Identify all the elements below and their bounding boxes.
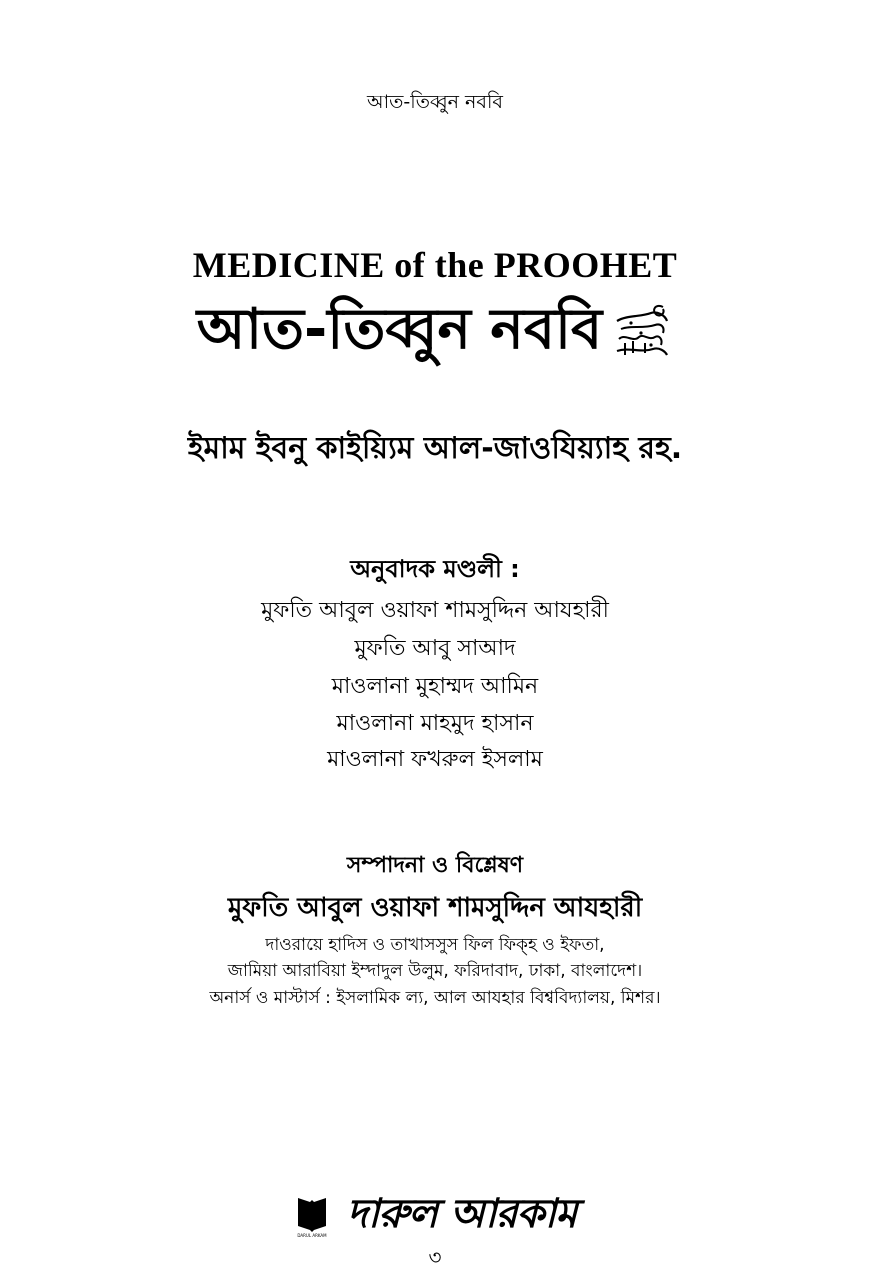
editor-heading: সম্পাদনা ও বিশ্লেষণ [346, 853, 524, 878]
editor-credential: জামিয়া আরাবিয়া ইম্দাদুল উলুম, ফরিদাবাদ, ঢাকা, বাংলাদেশ। [227, 961, 643, 981]
translator-name: মাওলানা ফখরুল ইসলাম [327, 747, 543, 772]
running-head: আত-তিব্বুন নববি [367, 91, 503, 113]
publisher-block [0, 1182, 870, 1238]
book-icon [294, 1194, 330, 1238]
title-bengali-block [0, 290, 870, 370]
editor-credential: দাওরায়ে হাদিস ও তাখাসসুস ফিল ফিক্হ ও ইফতা, [265, 935, 605, 955]
translator-name: মাওলানা মুহাম্মদ আমিন [331, 674, 539, 699]
editor-name: মুফতি আবুল ওয়াফা শামসুদ্দিন আযহারী [227, 893, 643, 923]
publisher-name: দারুল আরকাম [346, 1191, 577, 1237]
translator-name: মুফতি আবুল ওয়াফা শামসুদ্দিন আযহারী [261, 598, 609, 623]
translators-heading: অনুবাদক মণ্ডলী : [350, 555, 520, 583]
translator-name: মাওলানা মাহমুদ হাসান [336, 711, 534, 736]
author-name: ইমাম ইবনু কাইয়্যিম আল-জাওযিয়্যাহ রহ. [187, 431, 683, 466]
page-number: ৩ [428, 1245, 442, 1269]
svg-text:DARUL ARKAM: DARUL ARKAM [297, 1232, 327, 1238]
title-english: MEDICINE of the PROOHET [192, 245, 678, 285]
translator-name: মুফতি আবু সাআদ [354, 636, 516, 661]
honorific-calligraphy-icon [611, 299, 673, 361]
title-bengali: আত-তিব্বুন নববি [196, 297, 603, 362]
editor-credential: অনার্স ও মাস্টার্স : ইসলামিক ল্য, আল আযহার বিশ্ববিদ্যালয়, মিশর। [209, 988, 661, 1008]
